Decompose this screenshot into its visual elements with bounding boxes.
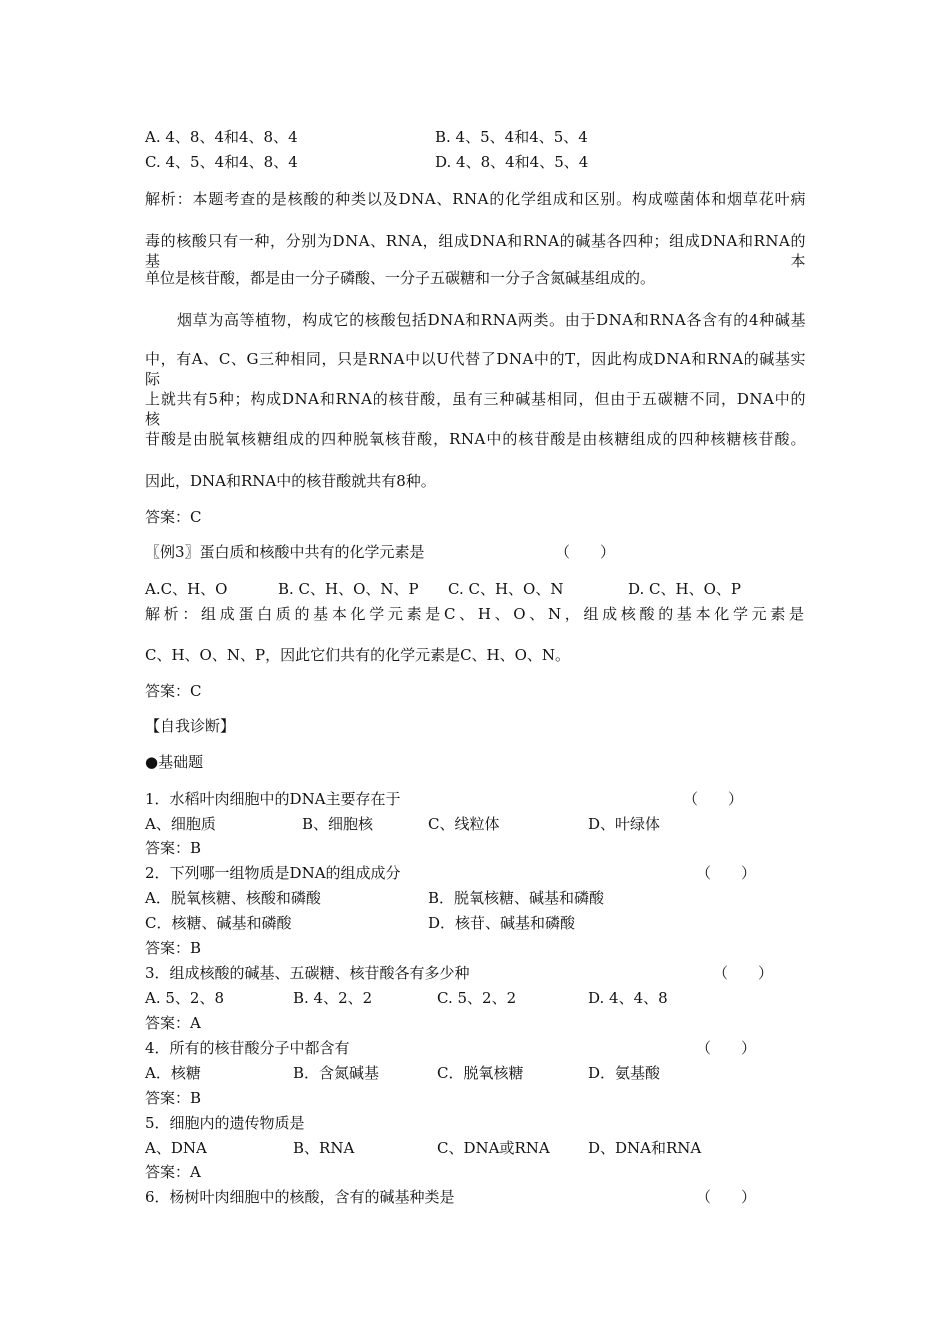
option-c: C. 5、2、2 (437, 989, 517, 1007)
analysis-line: 单位是核苷酸，都是由一分子磷酸、一分子五碳糖和一分子含氮碱基组成的。 (145, 269, 656, 287)
option-a: A. 4、8、4和4、8、4 (145, 128, 298, 146)
question: 3．组成核酸的碱基、五碳糖、核苷酸各有多少种 (145, 964, 470, 982)
option-d: D. 4、8、4和4、5、4 (435, 153, 589, 171)
option-b: B. 4、5、4和4、5、4 (435, 128, 588, 146)
section-heading: 【自我诊断】 (145, 717, 236, 735)
option-d: D．核苷、碱基和磷酸 (428, 914, 576, 932)
analysis-line: 上就共有5种；构成DNA和RNA的核苷酸，虽有三种碱基相同，但由于五碳糖不同，DNA中的核 (145, 390, 806, 428)
question: 2．下列哪一组物质是DNA的组成成分 (145, 864, 401, 882)
analysis-line: 烟草为高等植物，构成它的核酸包括DNA和RNA两类。由于DNA和RNA各含有的4种碱基 (177, 311, 806, 329)
option-c: C. 4、5、4和4、8、4 (145, 153, 298, 171)
option-b: B．脱氧核糖、碱基和磷酸 (428, 889, 605, 907)
question: 5．细胞内的遗传物质是 (145, 1114, 305, 1132)
example-question: 〖例3〗蛋白质和核酸中共有的化学元素是 (145, 543, 425, 561)
answer: 答案：C (145, 682, 202, 700)
option-b: B. C、H、O、N、P (278, 580, 419, 598)
option-d: D、DNA和RNA (588, 1139, 702, 1157)
option-c: C、DNA或RNA (437, 1139, 550, 1157)
analysis-line: 解析：本题考查的是核酸的种类以及DNA、RNA的化学组成和区别。构成噬菌体和烟草花叶病 (145, 190, 806, 208)
analysis-line: 中，有A、C、G三种相同，只是RNA中以U代替了DNA中的T，因此构成DNA和RNA的碱基实际 (145, 350, 806, 388)
answer: 答案：B (145, 1089, 202, 1107)
answer: 答案：B (145, 839, 202, 857)
option-a: A. 5、2、8 (145, 989, 224, 1007)
option-b: B. 4、2、2 (293, 989, 373, 1007)
analysis-line: 因此，DNA和RNA中的核苷酸就共有8种。 (145, 472, 436, 490)
answer: 答案：C (145, 508, 202, 526)
question: 1．水稻叶肉细胞中的DNA主要存在于 (145, 790, 401, 808)
answer-parentheses: （ ） (696, 1188, 757, 1206)
analysis-line: C、H、O、N、P，因此它们共有的化学元素是C、H、O、N。 (145, 646, 571, 664)
answer-parentheses: （ ） (683, 790, 744, 808)
option-a: A、DNA (145, 1139, 207, 1157)
question: 4．所有的核苷酸分子中都含有 (145, 1039, 350, 1057)
answer-parentheses: （ ） (696, 864, 757, 882)
answer-parentheses: （ ） (713, 964, 774, 982)
answer: 答案：B (145, 939, 202, 957)
analysis-line: 毒的核酸只有一种，分别为DNA、RNA，组成DNA和RNA的碱基各四种；组成DNA和RNA的基本 (145, 232, 806, 270)
analysis-line: 解析：组成蛋白质的基本化学元素是C、H、O、N，组成核酸的基本化学元素是 (145, 605, 806, 623)
answer-parentheses: （ ） (696, 1039, 757, 1057)
option-b: B、细胞核 (302, 815, 374, 833)
answer: 答案：A (145, 1014, 201, 1032)
option-c: C．核糖、碱基和磷酸 (145, 914, 292, 932)
option-b: B、RNA (293, 1139, 355, 1157)
question: 6．杨树叶肉细胞中的核酸，含有的碱基种类是 (145, 1188, 455, 1206)
option-c: C．脱氧核糖 (437, 1064, 524, 1082)
option-b: B．含氮碱基 (293, 1064, 380, 1082)
option-a: A．核糖 (145, 1064, 201, 1082)
subsection-heading: ●基础题 (145, 753, 204, 771)
option-d: D、叶绿体 (588, 815, 661, 833)
option-d: D. 4、4、8 (588, 989, 668, 1007)
option-d: D. C、H、O、P (628, 580, 741, 598)
option-c: C、线粒体 (428, 815, 500, 833)
analysis-line: 苷酸是由脱氧核糖组成的四种脱氧核苷酸，RNA中的核苷酸是由核糖组成的四种核糖核苷酸。 (145, 430, 806, 448)
answer: 答案：A (145, 1163, 201, 1181)
option-a: A.C、H、O (145, 580, 228, 598)
option-a: A．脱氧核糖、核酸和磷酸 (145, 889, 321, 907)
option-a: A、细胞质 (145, 815, 216, 833)
option-d: D．氨基酸 (588, 1064, 661, 1082)
option-c: C. C、H、O、N (448, 580, 564, 598)
answer-parentheses: （ ） (555, 543, 616, 561)
